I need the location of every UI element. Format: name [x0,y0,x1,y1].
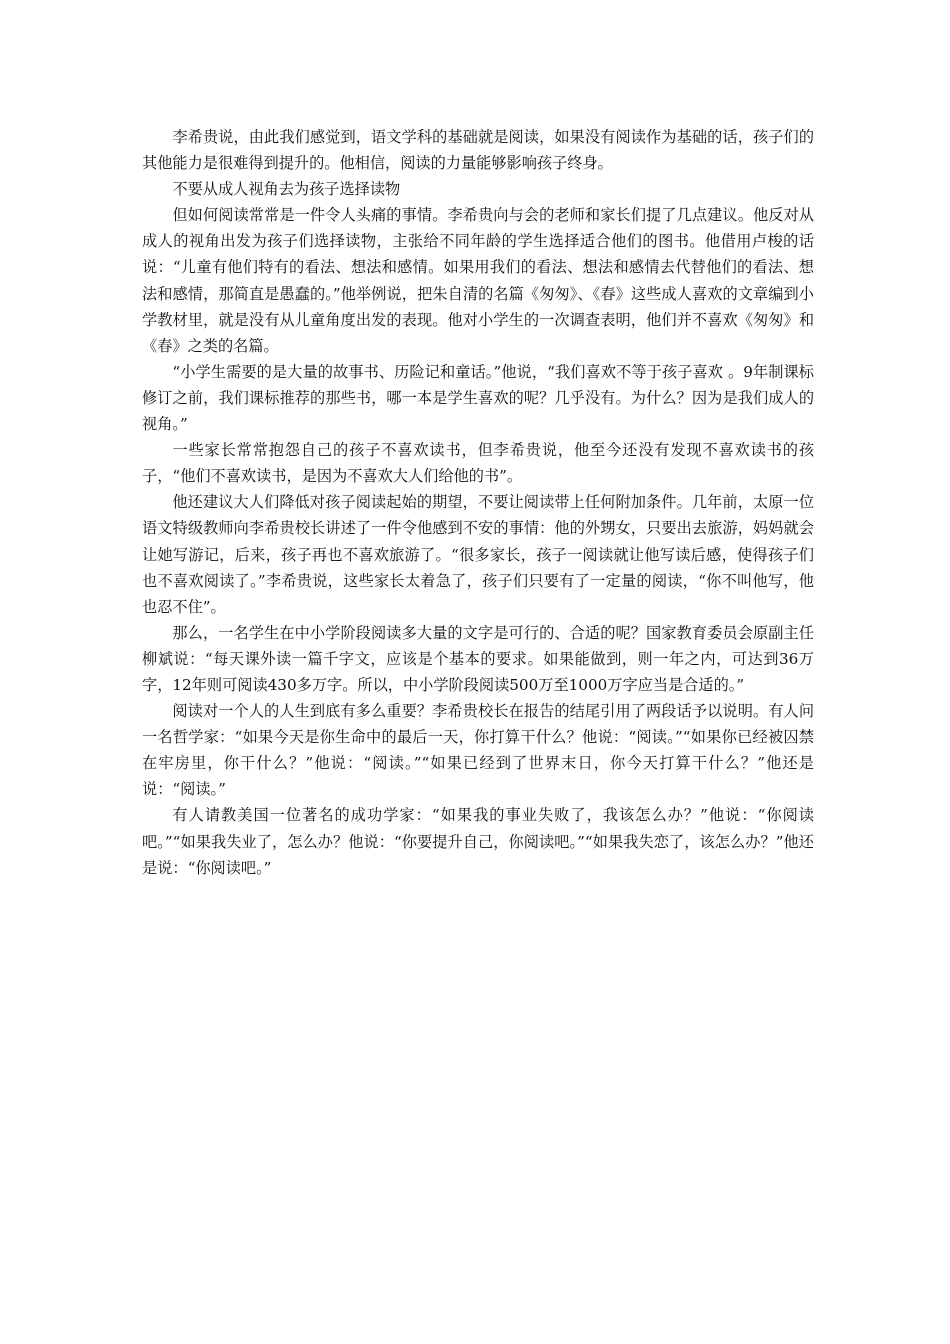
paragraph-success-expert: 有人请教美国一位著名的成功学家：“如果我的事业失败了，我该怎么办？”他说：“你阅读吧。”“如果我失业了，怎么办？他说：“你要提升自己，你阅读吧。”“如果我失恋了，该怎么办？”他还是说：“你阅读吧。” [142,806,814,877]
paragraph-reading-volume: 那么，一名学生在中小学阶段阅读多大量的文字是可行的、合适的呢？国家教育委员会原副主任柳斌说：“每天课外读一篇千字文，应该是个基本的要求。如果能做到，则一年之内，可达到36万字，12年则可阅读430多万字。所以，中小学阶段阅读500万至1000万字应当是合适的。” [142,623,814,694]
paragraph-philosopher: 阅读对一个人的人生到底有多么重要？李希贵校长在报告的结尾引用了两段话予以说明。有人问一名哲学家：“如果今天是你生命中的最后一天，你打算干什么？他说：“阅读。”“如果你已经被囚禁在牢房里，你干什么？”他说：“阅读。”“如果已经到了世界末日，你今天打算干什么？”他还是说：“阅读。” [142,702,814,799]
section-heading: 不要从成人视角去为孩子选择读物 [172,180,401,199]
paragraph-reading-advice: 但如何阅读常常是一件令人头痛的事情。李希贵向与会的老师和家长们提了几点建议。他反对从成人的视角出发为孩子们选择读物，主张给不同年龄的学生选择适合他们的图书。他借用卢梭的话说：“儿童有他们特有的看法、想法和感情。如果用我们的看法、想法和感情去代替他们的看法、想法和感情，那简直是愚蠢的。”他举例说，把朱自清的名篇《匆匆》、《春》这些成人喜欢的文章编到小学教材里，就是没有从儿童角度出发的表现。他对小学生的一次调查表明，他们并不喜欢《匆匆》和《春》之类的名篇。 [142,206,814,355]
article-body [142,124,814,881]
paragraph-student-needs: “小学生需要的是大量的故事书、历险记和童话。”他说，“我们喜欢不等于孩子喜欢 。9年制课标修订之前，我们课标推荐的那些书，哪一本是学生喜欢的呢？几乎没有。为什么？因为是我们成人的视角。” [142,362,814,434]
paragraph-intro: 李希贵说，由此我们感觉到，语文学科的基础就是阅读，如果没有阅读作为基础的话，孩子们的其他能力是很难得到提升的。他相信，阅读的力量能够影响孩子终身。 [142,128,814,173]
paragraph-lower-expectations: 他还建议大人们降低对孩子阅读起始的期望，不要让阅读带上任何附加条件。几年前，太原一位语文特级教师向李希贵校长讲述了一件令他感到不安的事情：他的外甥女，只要出去旅游，妈妈就会让她写游记，后来，孩子再也不喜欢旅游了。“很多家长，孩子一阅读就让他写读后感，使得孩子们也不喜欢阅读了。”李希贵说，这些家长太着急了，孩子们只要有了一定量的阅读，“你不叫他写，他也忍不住”。 [142,493,814,616]
paragraph-parents-complaint: 一些家长常常抱怨自己的孩子不喜欢读书，但李希贵说，他至今还没有发现不喜欢读书的孩子，“他们不喜欢读书，是因为不喜欢大人们给他的书”。 [142,441,814,486]
